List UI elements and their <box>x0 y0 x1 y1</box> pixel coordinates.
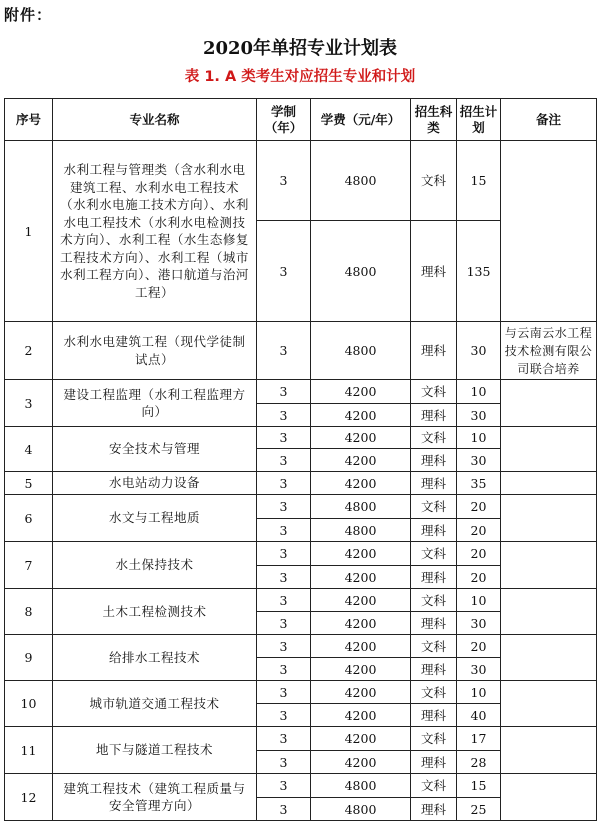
cell-category: 文科 <box>411 727 457 751</box>
cell-years: 3 <box>257 635 311 658</box>
cell-fee: 4200 <box>311 427 411 449</box>
cell-years: 3 <box>257 472 311 495</box>
header-note: 备注 <box>501 99 597 141</box>
table-row <box>5 542 597 566</box>
page-title: 2020年单招专业计划表 <box>202 38 398 59</box>
row-note <box>501 727 597 774</box>
row-major-name: 建设工程监理（水利工程监理方向） <box>53 380 257 427</box>
row-seq: 2 <box>5 322 53 380</box>
row-note <box>501 427 597 472</box>
cell-category: 文科 <box>411 681 457 704</box>
header-fee: 学费（元/年） <box>311 99 411 141</box>
cell-years: 3 <box>257 798 311 821</box>
cell-plan: 135 <box>457 221 501 322</box>
cell-category: 理科 <box>411 751 457 774</box>
row-note: 与云南云水工程技术检测有限公司联合培养 <box>501 322 597 380</box>
row-note <box>501 589 597 635</box>
table-row <box>5 472 597 495</box>
row-major-name: 地下与隧道工程技术 <box>53 727 257 774</box>
cell-category: 理科 <box>411 612 457 635</box>
cell-plan: 30 <box>457 449 501 472</box>
cell-fee: 4200 <box>311 751 411 774</box>
cell-category: 文科 <box>411 635 457 658</box>
cell-category: 文科 <box>411 589 457 612</box>
row-note <box>501 681 597 727</box>
row-major-name: 水土保持技术 <box>53 542 257 589</box>
cell-years: 3 <box>257 704 311 727</box>
cell-years: 3 <box>257 141 311 221</box>
row-note <box>501 380 597 427</box>
row-seq: 11 <box>5 727 53 774</box>
cell-fee: 4200 <box>311 704 411 727</box>
cell-plan: 10 <box>457 380 501 404</box>
row-note <box>501 472 597 495</box>
cell-fee: 4200 <box>311 612 411 635</box>
cell-fee: 4800 <box>311 798 411 821</box>
cell-plan: 15 <box>457 774 501 798</box>
row-seq: 1 <box>5 141 53 322</box>
row-note <box>501 141 597 322</box>
row-major-name: 水利工程与管理类（含水利水电建筑工程、水利水电工程技术（水利水电施工技术方向）、水利水电工程技术（水利水电检测技术方向）、水利工程（水生态修复工程技术方向）、水利工程（城市水利工程方向）、港口航道与治河工程） <box>53 141 257 322</box>
table-row <box>5 427 597 449</box>
cell-years: 3 <box>257 566 311 589</box>
cell-plan: 20 <box>457 542 501 566</box>
cell-category: 文科 <box>411 427 457 449</box>
header-category: 招生科类 <box>411 99 457 141</box>
cell-fee: 4800 <box>311 141 411 221</box>
cell-category: 理科 <box>411 221 457 322</box>
row-major-name: 土木工程检测技术 <box>53 589 257 635</box>
cell-years: 3 <box>257 404 311 427</box>
cell-plan: 35 <box>457 472 501 495</box>
row-seq: 6 <box>5 495 53 542</box>
cell-fee: 4800 <box>311 774 411 798</box>
cell-plan: 30 <box>457 612 501 635</box>
row-major-name: 给排水工程技术 <box>53 635 257 681</box>
cell-plan: 15 <box>457 141 501 221</box>
cell-plan: 30 <box>457 404 501 427</box>
header-seq: 序号 <box>5 99 53 141</box>
cell-plan: 17 <box>457 727 501 751</box>
cell-plan: 25 <box>457 798 501 821</box>
table-row <box>5 322 597 380</box>
row-major-name: 水文与工程地质 <box>53 495 257 542</box>
cell-plan: 30 <box>457 322 501 380</box>
table-row <box>5 495 597 519</box>
row-major-name: 水利水电建筑工程（现代学徒制试点） <box>53 322 257 380</box>
cell-plan: 28 <box>457 751 501 774</box>
cell-fee: 4200 <box>311 589 411 612</box>
cell-plan: 20 <box>457 635 501 658</box>
cell-category: 理科 <box>411 566 457 589</box>
table-row <box>5 681 597 704</box>
row-seq: 3 <box>5 380 53 427</box>
cell-years: 3 <box>257 589 311 612</box>
cell-fee: 4800 <box>311 495 411 519</box>
row-major-name: 建筑工程技术（建筑工程质量与安全管理方向） <box>53 774 257 821</box>
cell-fee: 4200 <box>311 681 411 704</box>
row-major-name: 水电站动力设备 <box>53 472 257 495</box>
cell-fee: 4200 <box>311 542 411 566</box>
cell-plan: 10 <box>457 427 501 449</box>
table-body <box>5 141 597 821</box>
enrollment-plan-table <box>4 98 597 821</box>
cell-fee: 4800 <box>311 221 411 322</box>
row-note <box>501 495 597 542</box>
row-seq: 5 <box>5 472 53 495</box>
cell-plan: 20 <box>457 519 501 542</box>
row-seq: 12 <box>5 774 53 821</box>
cell-years: 3 <box>257 449 311 472</box>
cell-category: 文科 <box>411 774 457 798</box>
cell-fee: 4200 <box>311 472 411 495</box>
cell-category: 文科 <box>411 141 457 221</box>
row-seq: 10 <box>5 681 53 727</box>
cell-category: 理科 <box>411 472 457 495</box>
header-years: 学制（年） <box>257 99 311 141</box>
cell-fee: 4800 <box>311 519 411 542</box>
cell-category: 理科 <box>411 658 457 681</box>
row-seq: 7 <box>5 542 53 589</box>
table-header-row <box>5 99 597 141</box>
header-name: 专业名称 <box>53 99 257 141</box>
table-row <box>5 589 597 612</box>
cell-years: 3 <box>257 519 311 542</box>
cell-plan: 20 <box>457 566 501 589</box>
cell-years: 3 <box>257 658 311 681</box>
cell-fee: 4200 <box>311 658 411 681</box>
header-plan: 招生计划 <box>457 99 501 141</box>
cell-fee: 4800 <box>311 322 411 380</box>
row-seq: 9 <box>5 635 53 681</box>
table-row <box>5 141 597 221</box>
cell-category: 文科 <box>411 380 457 404</box>
table-row <box>5 635 597 658</box>
attachment-label: 附件： <box>4 6 53 24</box>
cell-years: 3 <box>257 542 311 566</box>
cell-plan: 30 <box>457 658 501 681</box>
cell-years: 3 <box>257 727 311 751</box>
cell-fee: 4200 <box>311 635 411 658</box>
row-seq: 8 <box>5 589 53 635</box>
row-major-name: 安全技术与管理 <box>53 427 257 472</box>
table-subtitle: 表 1. A 类考生对应招生专业和计划 <box>184 69 416 85</box>
cell-fee: 4200 <box>311 404 411 427</box>
cell-years: 3 <box>257 681 311 704</box>
cell-years: 3 <box>257 495 311 519</box>
row-note <box>501 542 597 589</box>
cell-years: 3 <box>257 751 311 774</box>
row-seq: 4 <box>5 427 53 472</box>
cell-category: 理科 <box>411 519 457 542</box>
cell-category: 理科 <box>411 798 457 821</box>
cell-plan: 40 <box>457 704 501 727</box>
table-row <box>5 774 597 798</box>
cell-plan: 10 <box>457 589 501 612</box>
cell-fee: 4200 <box>311 566 411 589</box>
cell-category: 理科 <box>411 449 457 472</box>
cell-category: 文科 <box>411 542 457 566</box>
cell-years: 3 <box>257 322 311 380</box>
cell-years: 3 <box>257 774 311 798</box>
cell-plan: 20 <box>457 495 501 519</box>
cell-category: 理科 <box>411 322 457 380</box>
cell-category: 理科 <box>411 404 457 427</box>
cell-category: 理科 <box>411 704 457 727</box>
row-major-name: 城市轨道交通工程技术 <box>53 681 257 727</box>
row-note <box>501 635 597 681</box>
table-row <box>5 380 597 404</box>
cell-years: 3 <box>257 380 311 404</box>
cell-fee: 4200 <box>311 727 411 751</box>
cell-years: 3 <box>257 612 311 635</box>
cell-fee: 4200 <box>311 380 411 404</box>
cell-plan: 10 <box>457 681 501 704</box>
cell-category: 文科 <box>411 495 457 519</box>
cell-years: 3 <box>257 427 311 449</box>
cell-fee: 4200 <box>311 449 411 472</box>
row-note <box>501 774 597 821</box>
cell-years: 3 <box>257 221 311 322</box>
table-row <box>5 727 597 751</box>
